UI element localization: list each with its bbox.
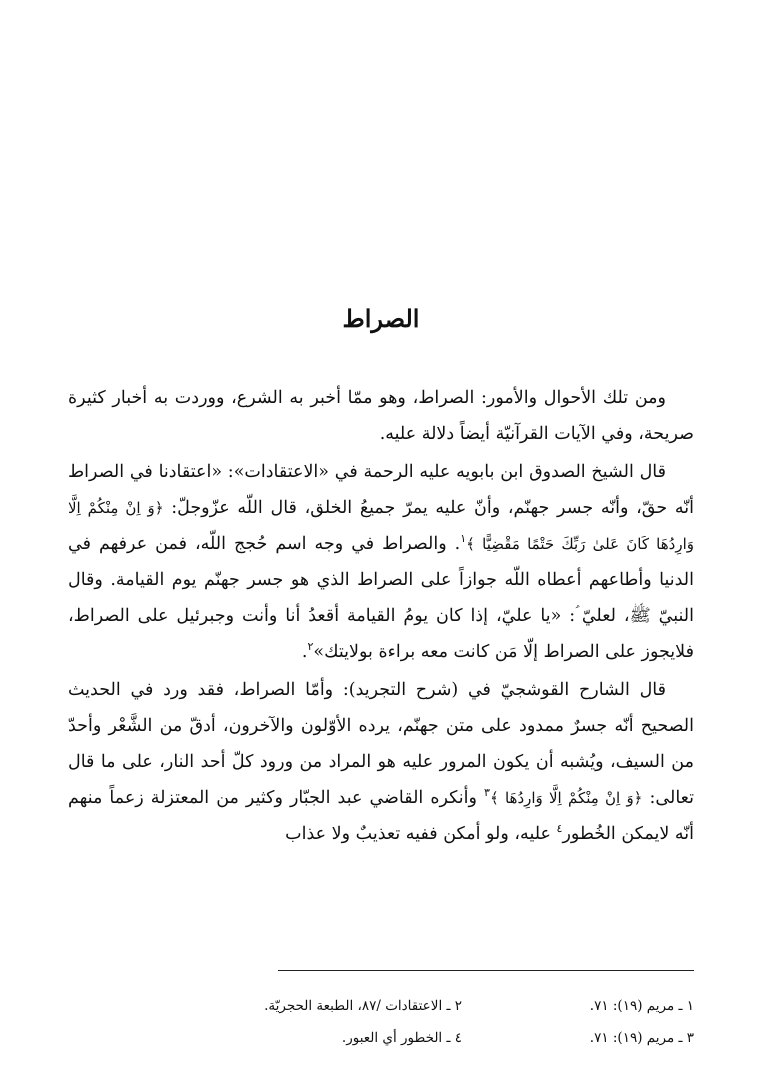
footnote-row bbox=[68, 990, 694, 1022]
quran-verse-1: ﴿وَ اِنْ مِنْكُمْ اِلَّا وَارِدُهَا كَانَ عَلىٰ رَبِّكَ حَتْمًا مَقْضِيًّا ﴾ bbox=[68, 499, 694, 553]
quran-verse-2: ﴿وَ اِنْ مِنْكُمْ اِلَّا وَارِدُهَا ﴾ bbox=[489, 789, 643, 807]
paragraph-3-part-b: وأنكره القاضي عبد الجبّار وكثير من المعتزلة زعماً منهم أنّه لايمكن الخُطور bbox=[68, 788, 694, 844]
footnote-ref-3[interactable]: ٣ bbox=[484, 786, 490, 800]
paragraph-2-part-b: . والصراط في وجه اسم حُجج اللّه، فمن عرفهم في الدنيا وأطاعهم أعطاه اللّه جوازاً على الصراط الذي هو جسر جهنّم يوم القيامة. وقال النبيّ ﷺ، لعليّ ؑ: «يا عليّ، إذا كان يومُ القيامة أقعدُ أنا وأنت وجبرئيل على الصراط، فلايجوز على الصراط إلّا مَن كانت معه براءة بولايتك» bbox=[68, 534, 694, 662]
footnote-2: ٢ ـ الاعتقادات /٨٧، الطبعة الحجريّة. bbox=[264, 998, 462, 1014]
page-title: الصراط bbox=[342, 304, 420, 333]
footnote-ref-2[interactable]: ٢ bbox=[307, 640, 314, 654]
footnote-row bbox=[68, 1022, 694, 1054]
footnote-ref-4[interactable]: ٤ bbox=[556, 822, 563, 836]
footnote-4: ٤ ـ الخطور أي العبور. bbox=[341, 1030, 462, 1046]
body-text bbox=[68, 380, 694, 852]
paragraph-1: ومن تلك الأحوال والأمور: الصراط، وهو ممّا أخبر به الشرع، ووردت به أخبار كثيرة صريحة، وفي الآيات القرآنيّة أيضاً دلالة عليه. bbox=[68, 388, 694, 444]
footnote-1: ١ ـ مريم (١٩): ٧١. bbox=[589, 998, 694, 1014]
footnotes bbox=[68, 990, 694, 1054]
paragraph-2-end: . bbox=[301, 642, 308, 662]
footnote-ref-1[interactable]: ١ bbox=[460, 532, 467, 546]
paragraph-3-part-a: قال الشارح القوشجيّ في (شرح التجريد): وأمّا الصراط، فقد ورد في الحديث الصحيح أنّه جسرٌ ممدود على متن جهنّم، يرده الأوّلون والآخرون، أدقّ من الشَّعْر وأحدّ من السيف، ويُشبه أن يكون المرور عليه هو المراد من ورود كلّ أحد النار، على ما قال تعالى: bbox=[68, 680, 694, 808]
paragraph-2 bbox=[68, 454, 694, 670]
footnote-3: ٣ ـ مريم (١٩): ٧١. bbox=[589, 1030, 694, 1046]
paragraph-3-part-c: عليه، ولو أمكن ففيه تعذيبٌ ولا عذاب bbox=[285, 824, 557, 844]
paragraph-3 bbox=[68, 672, 694, 852]
paragraph-2-part-a: قال الشيخ الصدوق ابن بابويه عليه الرحمة في «الاعتقادات»: «اعتقادنا في الصراط أنّه حقّ، وأنّه جسر جهنّم، وأنّ عليه يمرّ جميعُ الخلق، قال اللّه عزّوجلّ: bbox=[68, 462, 694, 518]
footnote-divider bbox=[278, 970, 694, 971]
